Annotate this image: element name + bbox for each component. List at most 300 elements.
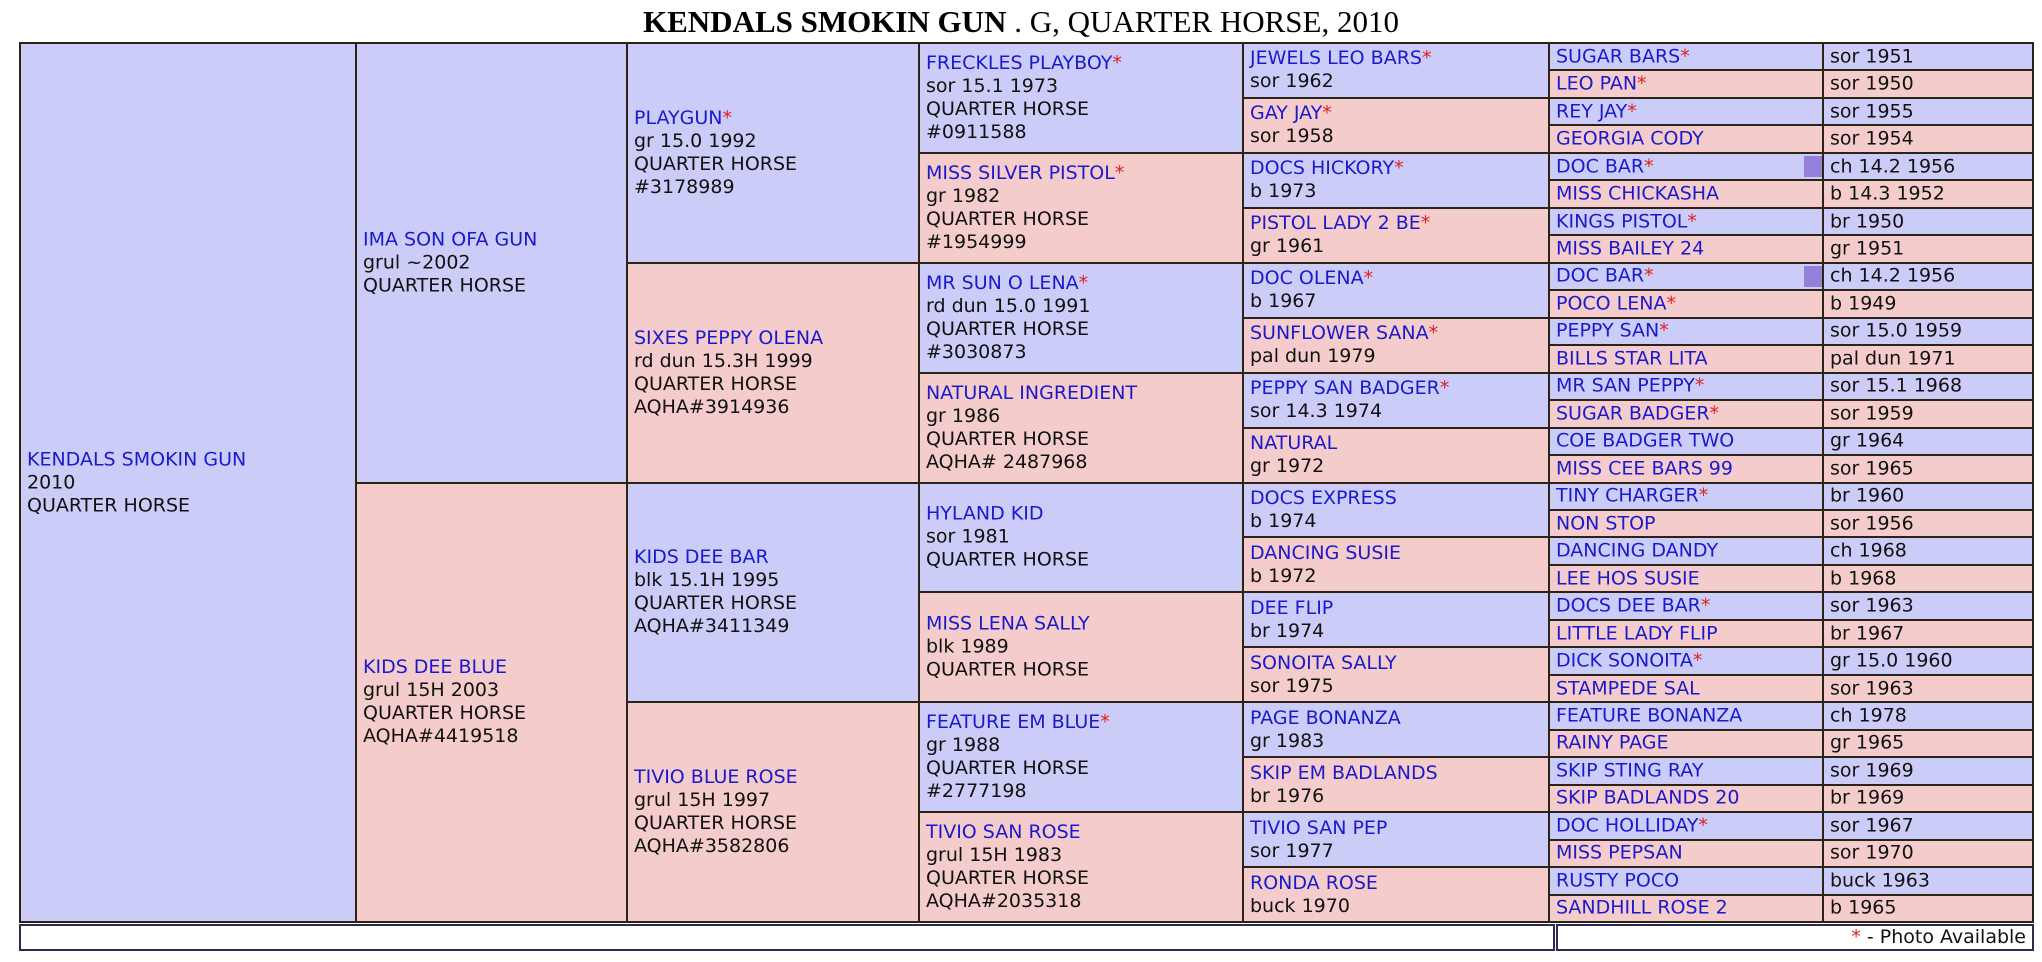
- cell-content: [1830, 155, 2030, 178]
- horse-info-line: ch 1978: [1830, 704, 1907, 727]
- horse-name[interactable]: IMA SON OFA GUN: [363, 228, 538, 251]
- horse-name-link[interactable]: [1556, 292, 1820, 315]
- pedigree-info-gen5: [1824, 291, 2032, 316]
- horse-name[interactable]: FEATURE EM BLUE: [926, 711, 1101, 734]
- photo-star-icon: *: [1100, 711, 1110, 734]
- horse-name[interactable]: GEORGIA CODY: [1556, 127, 1704, 150]
- cell-content: [1556, 73, 1820, 96]
- cell-content: [1830, 292, 2030, 315]
- horse-name-link[interactable]: [1556, 677, 1820, 700]
- horse-name-link[interactable]: [1556, 595, 1820, 618]
- horse-name-link[interactable]: [1250, 102, 1546, 125]
- horse-info-line: ch 14.2 1956: [1830, 155, 1956, 178]
- horse-name[interactable]: RUSTY POCO: [1556, 869, 1680, 892]
- pedigree-cell-gen1: [357, 44, 626, 482]
- pedigree-cell-gen5: [1550, 566, 1822, 591]
- horse-info-line: rd dun 15.3H 1999: [634, 349, 813, 372]
- horse-name[interactable]: MR SAN PEPPY: [1556, 374, 1695, 397]
- horse-name[interactable]: DOC OLENA: [1250, 267, 1364, 290]
- horse-name-link[interactable]: [1556, 622, 1820, 645]
- pedigree-cell-gen5: [1550, 786, 1822, 811]
- horse-name[interactable]: FEATURE BONANZA: [1556, 704, 1743, 727]
- photo-star-icon: *: [1680, 45, 1690, 68]
- horse-info-line: b 1965: [1830, 896, 1897, 919]
- pedigree-info-gen5: [1824, 593, 2032, 618]
- horse-info-line: QUARTER HORSE: [363, 702, 527, 725]
- pedigree-cell-gen5: [1550, 538, 1822, 563]
- horse-name-link[interactable]: [1556, 45, 1820, 68]
- pedigree-cell-gen3: [920, 154, 1242, 262]
- horse-name-link[interactable]: [1556, 512, 1820, 535]
- pedigree-info-gen5: [1824, 758, 2032, 783]
- cell-content: [1250, 487, 1546, 533]
- cell-content: [1830, 869, 2030, 892]
- horse-info-line: QUARTER HORSE: [27, 494, 191, 516]
- pedigree-info-gen5: [1824, 401, 2032, 426]
- cell-content: [1556, 814, 1820, 837]
- horse-name-link[interactable]: [926, 52, 1240, 75]
- horse-info-line: AQHA#3582806: [634, 835, 790, 858]
- horse-info-line: gr 1983: [1250, 729, 1325, 752]
- horse-name[interactable]: TIVIO SAN ROSE: [926, 821, 1081, 844]
- pedigree-info-gen5: [1824, 676, 2032, 701]
- pedigree-info-gen5: [1824, 813, 2032, 838]
- cell-content: [1556, 155, 1820, 178]
- horse-info-line: br 1969: [1830, 786, 1905, 809]
- cell-content: [1250, 157, 1546, 203]
- horse-name-link[interactable]: [1556, 347, 1820, 370]
- cell-content: [1830, 567, 2030, 590]
- horse-name-link[interactable]: [634, 766, 916, 789]
- horse-name-link[interactable]: [1250, 157, 1546, 180]
- horse-name-link[interactable]: [1250, 47, 1546, 70]
- cell-content: [1556, 210, 1820, 233]
- pedigree-cell-gen5: [1550, 841, 1822, 866]
- horse-name-link[interactable]: [926, 503, 1240, 526]
- horse-info-line: QUARTER HORSE: [926, 757, 1090, 780]
- horse-name-link[interactable]: [1250, 762, 1546, 785]
- pedigree-cell-gen3: [920, 593, 1242, 701]
- photo-star-icon: *: [1428, 322, 1439, 345]
- horse-info-line: gr 15.0 1992: [634, 129, 757, 152]
- cell-content: [1556, 183, 1820, 206]
- cell-content: [1556, 567, 1820, 590]
- photo-star-icon: *: [1420, 212, 1431, 235]
- horse-name[interactable]: NATURAL: [1250, 432, 1338, 455]
- horse-name[interactable]: PLAYGUN: [634, 106, 723, 129]
- horse-name-link[interactable]: [1556, 100, 1820, 123]
- cell-content: [1556, 238, 1820, 261]
- horse-name-link[interactable]: [1556, 759, 1820, 782]
- cell-content: [1556, 265, 1820, 288]
- pedigree-cell-gen1: [357, 484, 626, 922]
- horse-name-link[interactable]: [1556, 320, 1820, 343]
- cell-content: [1250, 652, 1546, 698]
- pedigree-info-gen5: [1824, 566, 2032, 591]
- pedigree-cell-gen5: [1550, 236, 1822, 261]
- cell-content: [1250, 102, 1546, 148]
- pedigree-info-gen5: [1824, 786, 2032, 811]
- horse-name-link[interactable]: [926, 162, 1240, 185]
- pedigree-cell-gen5: [1550, 181, 1822, 206]
- pedigree-info-gen5: [1824, 264, 2032, 289]
- horse-name[interactable]: NON STOP: [1556, 512, 1656, 535]
- horse-info-line: sor 1950: [1830, 72, 1914, 95]
- cell-content: [1556, 650, 1820, 673]
- pedigree-info-gen5: [1824, 374, 2032, 399]
- horse-name[interactable]: RAINY PAGE: [1556, 731, 1669, 754]
- cell-content: [1830, 677, 2030, 700]
- horse-name-link[interactable]: [926, 272, 1240, 295]
- horse-name[interactable]: DOC BAR: [1556, 155, 1645, 178]
- cell-content: [1830, 842, 2030, 865]
- horse-name[interactable]: PEPPY SAN BADGER: [1250, 377, 1440, 400]
- horse-name-link[interactable]: [1556, 430, 1820, 453]
- horse-info-line: sor 1954: [1830, 127, 1914, 150]
- pedigree-tree: [19, 42, 2034, 923]
- horse-name[interactable]: MISS CHICKASHA: [1556, 182, 1720, 205]
- photo-star-icon: *: [1692, 649, 1703, 672]
- horse-name-link[interactable]: [363, 228, 624, 251]
- horse-name-link[interactable]: [926, 711, 1240, 734]
- pedigree-info-gen5: [1824, 346, 2032, 371]
- cell-content: [363, 656, 624, 748]
- horse-name[interactable]: REY JAY: [1556, 100, 1628, 123]
- photo-star-icon: *: [1627, 100, 1637, 123]
- pedigree-info-gen5: [1824, 181, 2032, 206]
- pedigree-cell-gen0: [21, 44, 355, 921]
- photo-star-icon: *: [1644, 264, 1654, 287]
- cell-content: [926, 272, 1240, 364]
- horse-name-link[interactable]: [1250, 487, 1546, 510]
- horse-name-link[interactable]: [634, 327, 916, 350]
- cell-content: [1556, 677, 1820, 700]
- horse-name[interactable]: DEE FLIP: [1250, 596, 1334, 619]
- horse-name[interactable]: PEPPY SAN: [1556, 319, 1660, 342]
- pedigree-cell-gen4: [1244, 868, 1548, 921]
- horse-name[interactable]: DICK SONOITA: [1556, 649, 1693, 672]
- pedigree-info-gen5: [1824, 703, 2032, 728]
- pedigree-cell-gen4: [1244, 154, 1548, 207]
- photo-star-icon: *: [1698, 814, 1708, 837]
- photo-star-icon: *: [1322, 102, 1332, 125]
- horse-name-link[interactable]: [1250, 212, 1546, 235]
- horse-info-line: sor 1975: [1250, 674, 1334, 697]
- horse-info-line: sor 15.1 1968: [1830, 374, 1963, 397]
- horse-name-link[interactable]: [1556, 128, 1820, 151]
- horse-name-link[interactable]: [1556, 73, 1820, 96]
- horse-name[interactable]: PAGE BONANZA: [1250, 706, 1401, 729]
- horse-info-line: blk 1989: [926, 635, 1009, 658]
- horse-name[interactable]: TIVIO BLUE ROSE: [634, 766, 798, 789]
- photo-star-icon: *: [1078, 271, 1089, 294]
- pedigree-info-gen5: [1824, 429, 2032, 454]
- horse-name-link[interactable]: [926, 821, 1240, 844]
- pedigree-cell-gen3: [920, 374, 1242, 482]
- pedigree-info-gen5: [1824, 126, 2032, 151]
- horse-name-link[interactable]: [1556, 540, 1820, 563]
- cell-content: [1830, 787, 2030, 810]
- horse-name-link[interactable]: [1250, 652, 1546, 675]
- horse-name-link[interactable]: [1556, 155, 1820, 178]
- pedigree-cell-gen4: [1244, 429, 1548, 482]
- horse-name[interactable]: LEO PAN: [1556, 72, 1638, 95]
- horse-info-line: QUARTER HORSE: [363, 274, 527, 297]
- horse-info-line: QUARTER HORSE: [634, 372, 798, 395]
- cell-content: [1556, 347, 1820, 370]
- horse-info-line: #3178989: [634, 175, 735, 198]
- cell-content: [926, 52, 1240, 144]
- pedigree-cell-gen5: [1550, 484, 1822, 509]
- horse-name[interactable]: FRECKLES PLAYBOY: [926, 51, 1113, 74]
- horse-name[interactable]: MISS PEPSAN: [1556, 841, 1683, 864]
- cell-content: [1556, 842, 1820, 865]
- cell-content: [1830, 595, 2030, 618]
- horse-info-line: sor 1958: [1250, 125, 1334, 148]
- horse-name-link[interactable]: [1556, 732, 1820, 755]
- horse-name-link[interactable]: [1556, 842, 1820, 865]
- horse-name[interactable]: SANDHILL ROSE 2: [1556, 896, 1728, 919]
- horse-info-line: 2010: [27, 471, 76, 493]
- pedigree-cell-gen4: [1244, 538, 1548, 591]
- horse-name-link[interactable]: [1556, 375, 1820, 398]
- cell-content: [1556, 897, 1820, 920]
- horse-name[interactable]: JEWELS LEO BARS: [1250, 47, 1422, 70]
- pedigree-cell-gen5: [1550, 429, 1822, 454]
- horse-name-link[interactable]: [1250, 267, 1546, 290]
- pedigree-info-gen5: [1824, 896, 2032, 921]
- horse-info-line: sor 1959: [1830, 402, 1914, 425]
- horse-name-link[interactable]: [1556, 265, 1820, 288]
- cell-content: [1250, 762, 1546, 808]
- horse-name-link[interactable]: [363, 656, 624, 679]
- horse-info-line: buck 1970: [1250, 894, 1350, 917]
- horse-name[interactable]: SKIP EM BADLANDS: [1250, 761, 1438, 784]
- cell-content: [1250, 267, 1546, 313]
- horse-name[interactable]: NATURAL INGREDIENT: [926, 381, 1138, 404]
- cell-content: [634, 766, 916, 858]
- pedigree-info-gen5: [1824, 511, 2032, 536]
- horse-info-line: AQHA# 2487968: [926, 450, 1088, 473]
- horse-name[interactable]: HYLAND KID: [926, 502, 1044, 525]
- pedigree-cell-gen5: [1550, 703, 1822, 728]
- horse-name-link[interactable]: [1250, 597, 1546, 620]
- horse-name-link[interactable]: [1250, 432, 1546, 455]
- horse-name-link[interactable]: [1556, 897, 1820, 920]
- horse-info-line: br 1974: [1250, 619, 1325, 642]
- horse-name[interactable]: DOCS HICKORY: [1250, 157, 1395, 180]
- horse-name[interactable]: DANCING SUSIE: [1250, 541, 1401, 564]
- cell-content: [1830, 265, 2030, 288]
- horse-name-link[interactable]: [1556, 402, 1820, 425]
- horse-name[interactable]: BILLS STAR LITA: [1556, 347, 1708, 370]
- pedigree-info-gen5: [1824, 71, 2032, 96]
- photo-legend: [1556, 924, 2034, 951]
- horse-name-link[interactable]: [1556, 183, 1820, 206]
- photo-star-icon: *: [1659, 319, 1669, 342]
- horse-name[interactable]: GAY JAY: [1250, 102, 1323, 125]
- horse-name[interactable]: POCO LENA: [1556, 292, 1667, 315]
- horse-name[interactable]: SKIP BADLANDS 20: [1556, 786, 1740, 809]
- pedigree-cell-gen5: [1550, 291, 1822, 316]
- horse-name-link[interactable]: [1556, 787, 1820, 810]
- horse-name[interactable]: PISTOL LADY 2 BE: [1250, 212, 1421, 235]
- horse-name-link[interactable]: [1250, 817, 1546, 840]
- photo-star-icon: *: [1698, 484, 1709, 507]
- horse-name[interactable]: DOC BAR: [1556, 264, 1645, 287]
- horse-name[interactable]: LITTLE LADY FLIP: [1556, 622, 1718, 645]
- legend-star: *: [1851, 926, 1861, 948]
- horse-name-link[interactable]: [1250, 872, 1546, 895]
- horse-info-line: gr 1972: [1250, 455, 1325, 478]
- pedigree-cell-gen4: [1244, 44, 1548, 97]
- horse-info-line: ch 14.2 1956: [1830, 264, 1956, 287]
- pedigree-cell-gen3: [920, 813, 1242, 921]
- horse-info-line: AQHA#2035318: [926, 890, 1082, 913]
- legend-text: - Photo Available: [1860, 926, 2026, 948]
- horse-name[interactable]: KENDALS SMOKIN GUN: [27, 448, 247, 470]
- cell-content: [27, 448, 353, 517]
- cell-content: [1830, 650, 2030, 673]
- horse-info-line: sor 1970: [1830, 841, 1914, 864]
- horse-info-line: QUARTER HORSE: [634, 592, 798, 615]
- cell-content: [1556, 457, 1820, 480]
- cell-content: [1830, 512, 2030, 535]
- horse-name-link[interactable]: [926, 382, 1240, 405]
- horse-name-link[interactable]: [926, 613, 1240, 636]
- cell-content: [1830, 540, 2030, 563]
- horse-info-line: pal dun 1979: [1250, 345, 1376, 368]
- horse-name-link[interactable]: [1556, 457, 1820, 480]
- horse-name[interactable]: TINY CHARGER: [1556, 484, 1699, 507]
- horse-name-link[interactable]: [634, 107, 916, 130]
- horse-info-line: br 1976: [1250, 784, 1325, 807]
- horse-name-link[interactable]: [1250, 377, 1546, 400]
- pedigree-cell-gen3: [920, 484, 1242, 592]
- horse-name[interactable]: COE BADGER TWO: [1556, 429, 1735, 452]
- horse-name[interactable]: TIVIO SAN PEP: [1250, 816, 1388, 839]
- horse-name-link[interactable]: [1250, 707, 1546, 730]
- cell-content: [1830, 430, 2030, 453]
- pedigree-cell-gen3: [920, 703, 1242, 811]
- horse-name[interactable]: RONDA ROSE: [1250, 871, 1378, 894]
- cell-content: [1830, 347, 2030, 370]
- horse-name-link[interactable]: [1556, 210, 1820, 233]
- horse-info-line: grul 15H 1983: [926, 844, 1063, 867]
- pedigree-cell-gen5: [1550, 676, 1822, 701]
- horse-name-link[interactable]: [1556, 485, 1820, 508]
- horse-name[interactable]: KIDS DEE BAR: [634, 546, 769, 569]
- horse-name-link[interactable]: [1250, 542, 1546, 565]
- horse-name[interactable]: KINGS PISTOL: [1556, 210, 1688, 233]
- horse-info-line: br 1950: [1830, 210, 1905, 233]
- pedigree-info-gen5: [1824, 484, 2032, 509]
- horse-name[interactable]: SUNFLOWER SANA: [1250, 322, 1429, 345]
- horse-name[interactable]: DOCS EXPRESS: [1250, 486, 1397, 509]
- horse-name-link[interactable]: [634, 546, 916, 569]
- horse-info-line: sor 1955: [1830, 100, 1914, 123]
- horse-name[interactable]: SIXES PEPPY OLENA: [634, 326, 824, 349]
- horse-name-link[interactable]: [1556, 869, 1820, 892]
- cell-content: [926, 162, 1240, 254]
- horse-name-link[interactable]: [1556, 814, 1820, 837]
- photo-star-icon: *: [1394, 157, 1404, 180]
- cell-content: [1250, 322, 1546, 368]
- cell-content: [1830, 100, 2030, 123]
- horse-name-link[interactable]: [1556, 238, 1820, 261]
- horse-name[interactable]: SKIP STING RAY: [1556, 759, 1704, 782]
- horse-name[interactable]: DOC HOLLIDAY: [1556, 814, 1699, 837]
- pedigree-cell-gen5: [1550, 264, 1822, 289]
- horse-info-line: gr 1965: [1830, 731, 1905, 754]
- cell-content: [1830, 732, 2030, 755]
- horse-info-line: #2777198: [926, 780, 1027, 803]
- horse-name[interactable]: SUGAR BADGER: [1556, 402, 1710, 425]
- horse-info-line: grul 15H 2003: [363, 679, 500, 702]
- cell-content: [1556, 485, 1820, 508]
- horse-name[interactable]: DANCING DANDY: [1556, 539, 1719, 562]
- horse-info-line: gr 1986: [926, 404, 1001, 427]
- pedigree-cell-gen4: [1244, 484, 1548, 537]
- horse-name[interactable]: MISS LENA SALLY: [926, 612, 1090, 635]
- cell-content: [926, 821, 1240, 913]
- horse-info-line: AQHA#3914936: [634, 395, 790, 418]
- horse-name-link[interactable]: [1556, 567, 1820, 590]
- pedigree-info-gen5: [1824, 209, 2032, 234]
- pedigree-cell-gen5: [1550, 648, 1822, 673]
- photo-star-icon: *: [1439, 377, 1450, 400]
- horse-name[interactable]: MR SUN O LENA: [926, 271, 1079, 294]
- pedigree-cell-gen5: [1550, 44, 1822, 69]
- horse-name[interactable]: LEE HOS SUSIE: [1556, 567, 1700, 590]
- cell-content: [1250, 707, 1546, 753]
- horse-name[interactable]: MISS CEE BARS 99: [1556, 457, 1733, 480]
- cell-content: [1830, 375, 2030, 398]
- title-details: . G, QUARTER HORSE, 2010: [1006, 4, 1399, 39]
- pedigree-cell-gen4: [1244, 209, 1548, 262]
- horse-info-line: gr 1964: [1830, 429, 1905, 452]
- horse-name[interactable]: STAMPEDE SAL: [1556, 677, 1700, 700]
- horse-info-line: gr 1982: [926, 184, 1001, 207]
- horse-info-line: b 1968: [1830, 567, 1897, 590]
- pedigree-cell-gen5: [1550, 758, 1822, 783]
- horse-name-link[interactable]: [1250, 322, 1546, 345]
- horse-name[interactable]: MISS SILVER PISTOL: [926, 161, 1115, 184]
- horse-info-line: b 14.3 1952: [1830, 182, 1945, 205]
- cell-content: [1250, 872, 1546, 918]
- horse-name-link[interactable]: [1556, 650, 1820, 673]
- horse-name[interactable]: SONOITA SALLY: [1250, 651, 1397, 674]
- horse-name[interactable]: SUGAR BARS: [1556, 45, 1681, 68]
- horse-name[interactable]: KIDS DEE BLUE: [363, 656, 508, 679]
- horse-name[interactable]: MISS BAILEY 24: [1556, 237, 1705, 260]
- horse-info-line: sor 1965: [1830, 457, 1914, 480]
- horse-name[interactable]: DOCS DEE BAR: [1556, 594, 1701, 617]
- cell-content: [926, 711, 1240, 803]
- horse-info-line: #1954999: [926, 230, 1027, 253]
- pedigree-info-gen5: [1824, 538, 2032, 563]
- horse-info-line: QUARTER HORSE: [926, 427, 1090, 450]
- horse-name-link[interactable]: [27, 448, 353, 471]
- horse-name-link[interactable]: [1556, 704, 1820, 727]
- horse-info-line: b 1967: [1250, 290, 1317, 313]
- pedigree-cell-gen4: [1244, 99, 1548, 152]
- cell-content: [1556, 430, 1820, 453]
- cell-content: [1556, 45, 1820, 68]
- horse-info-line: gr 15.0 1960: [1830, 649, 1953, 672]
- pedigree-info-gen5: [1824, 154, 2032, 179]
- cell-content: [634, 327, 916, 419]
